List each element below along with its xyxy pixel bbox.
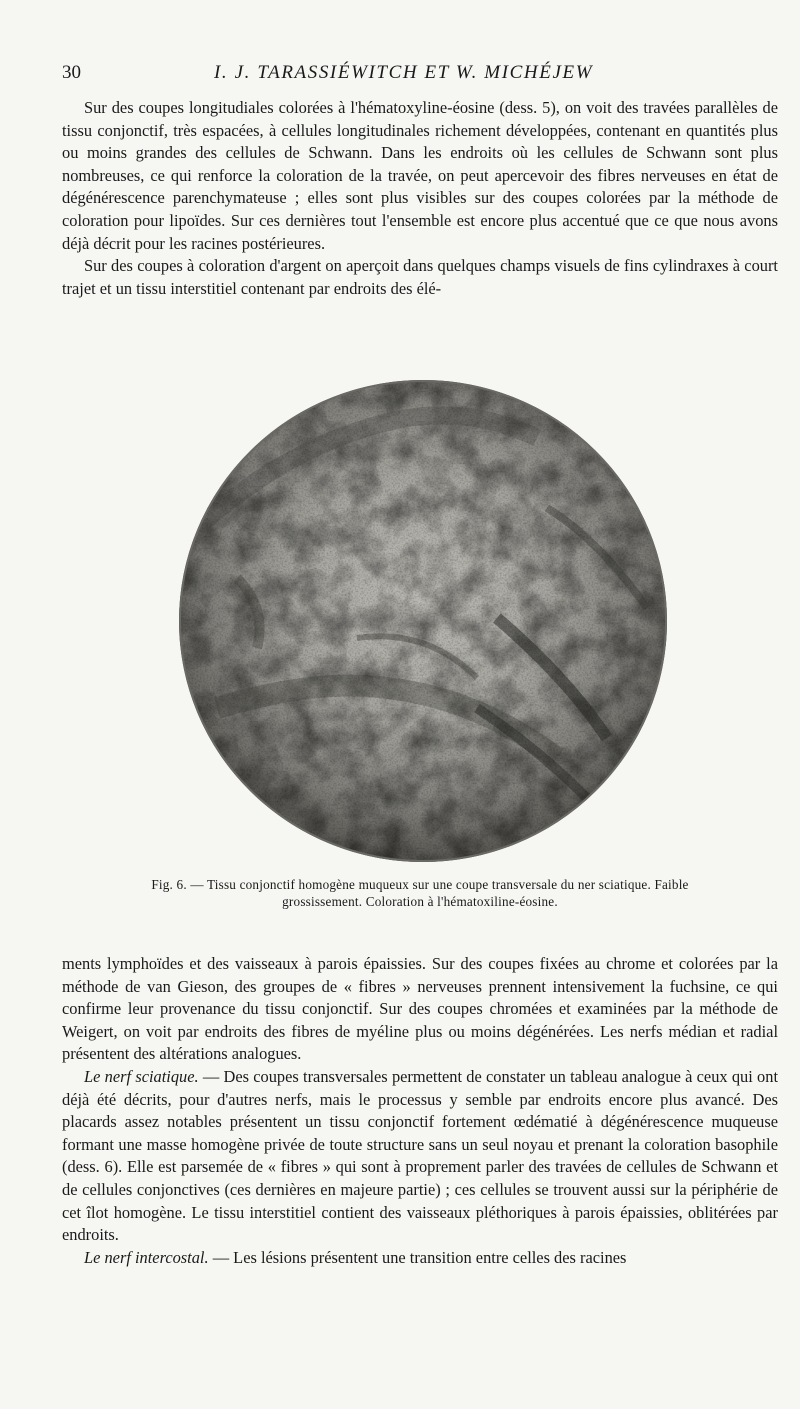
paragraph: Sur des coupes à coloration d'argent on aperçoit dans quelques champs visuels de fins cylindraxes à court trajet et un tissu interstitiel contenant par endroits des élé- [62, 256, 778, 298]
page-header [62, 62, 778, 90]
caption-line: Fig. 6. — Tissu conjonctif homogène muqueux sur une coupe transversale du ner sciatique. Faible [151, 877, 689, 892]
paragraph: ments lymphoïdes et des vaisseaux à parois épaissies. Sur des coupes fixées au chrome et colorées par la méthode de van Gieson, des groupes de « fibres » nerveuses prennent intensivement la fuchsine, ce qui confirme leur provenance du tissu conjonctif. Sur des coupes chromées et examinées par la méthode de Weigert, on voit par endroits des fibres de myéline plus ou moins dégénérées. Les nerfs médian et radial présentent des altérations analogues. [62, 954, 778, 1064]
section-lead: Le nerf sciatique. [84, 1066, 199, 1086]
caption-line: grossissement. Coloration à l'hématoxiline-éosine. [282, 894, 558, 909]
page-number: 30 [62, 62, 81, 83]
paragraph-text: — Les lésions présentent une transition entre celles des racines [208, 1247, 627, 1267]
paragraph [62, 1247, 778, 1270]
text-block-bottom [62, 953, 778, 1269]
section-lead: Le nerf intercostal. [84, 1247, 209, 1267]
paragraph: Sur des coupes longitudiales colorées à l'hématoxyline-éosine (dess. 5), on voit des travées parallèles de tissu conjonctif, très espacées, à cellules longitudinales richement développées, contenant en quantités plus ou moins grandes des cellules de Schwann. Dans les endroits où les cellules de Schwann sont plus nombreuses, ce qui renforce la coloration de la travée, on peut apercevoir des fibres nerveuses en état de dégénérescence parenchymateuse ; elles sont plus visibles sur des coupes colorées par la méthode de coloration pour lipoïdes. Sur ces dernières tout l'ensemble est encore plus accentué que ce que nous avons déjà décrit pour les racines postérieures. [62, 98, 778, 253]
paragraph-text: — Des coupes transversales permettent de constater un tableau analogue à ceux qui ont déjà été décrits, pour d'autres nerfs, mais le processus y semble par endroits encore plus avancé. Des placards assez notables présentent un tissu conjonctif fortement œdématié à dégénérescence muqueuse formant une masse homogène privée de toute structure sans un seul noyau et prenant la coloration basophile (dess. 6). Elle est parsemée de « fibres » qui sont à proprement parler des travées de cellules de Schwann et de cellules conjonctives (ces dernières en majeure partie) ; ces cellules se trouvent aussi sur la périphérie de cet îlot homogène. Le tissu interstitiel contient des vaisseaux pléthoriques à parois épaissies, oblitérées par endroits. [62, 1066, 778, 1245]
micrograph-figure [177, 378, 669, 864]
text-block-top [62, 97, 778, 300]
paragraph [62, 1066, 778, 1247]
micrograph-image [177, 378, 669, 864]
running-head: I. J. TARASSIÉWITCH ET W. MICHÉJEW [214, 62, 594, 83]
figure-caption [62, 876, 778, 910]
